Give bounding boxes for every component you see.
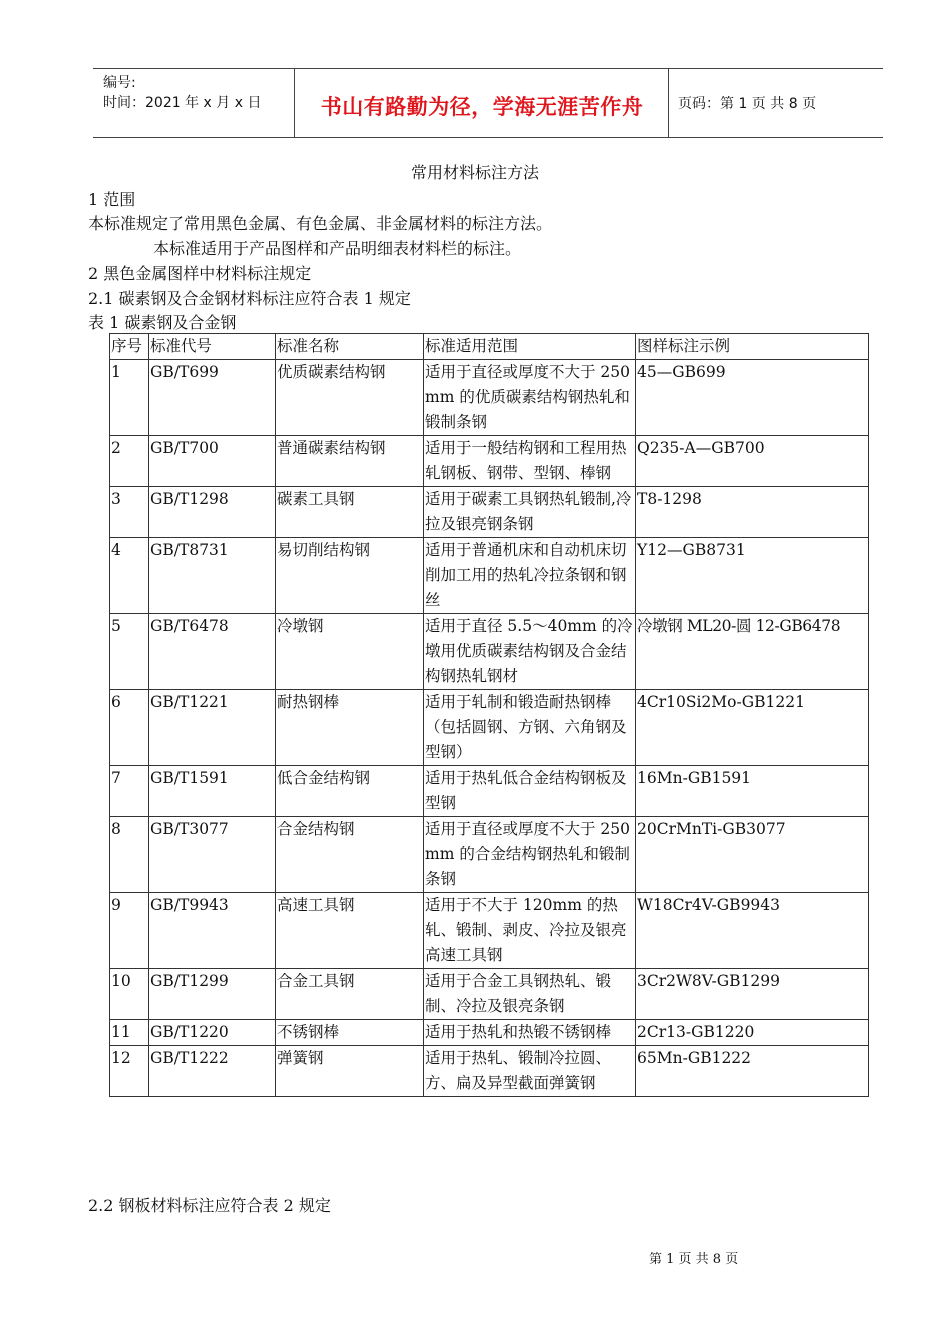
cell-code: GB/T700: [149, 436, 276, 487]
cell-no: 2: [110, 436, 149, 487]
column-header-example: 图样标注示例: [636, 334, 869, 360]
header-motto: 书山有路勤为径，学海无涯苦作舟: [320, 95, 644, 119]
cell-example: 冷墩钢 ML20-圆 12-GB6478: [636, 614, 869, 690]
table-row: [110, 1046, 869, 1097]
cell-example: 4Cr10Si2Mo-GB1221: [636, 690, 869, 766]
cell-scope: 适用于热轧低合金结构钢板及型钢: [424, 766, 636, 817]
table-row: [110, 817, 869, 893]
cell-scope: 适用于直径或厚度不大于 250mm 的优质碳素结构钢热轧和锻制条钢: [424, 360, 636, 436]
table-row: [110, 690, 869, 766]
cell-no: 5: [110, 614, 149, 690]
cell-example: Y12—GB8731: [636, 538, 869, 614]
cell-code: GB/T1299: [149, 969, 276, 1020]
cell-example: 2Cr13-GB1220: [636, 1020, 869, 1046]
section-1-heading: 1 范围: [88, 190, 136, 209]
cell-code: GB/T699: [149, 360, 276, 436]
cell-example: Q235-A—GB700: [636, 436, 869, 487]
cell-name: 低合金结构钢: [276, 766, 424, 817]
cell-code: GB/T1222: [149, 1046, 276, 1097]
cell-example: W18Cr4V-GB9943: [636, 893, 869, 969]
table-row: [110, 436, 869, 487]
cell-no: 11: [110, 1020, 149, 1046]
cell-scope: 适用于热轧和热锻不锈钢棒: [424, 1020, 636, 1046]
document-id-label: 编号:: [103, 75, 136, 91]
cell-no: 7: [110, 766, 149, 817]
cell-code: GB/T1220: [149, 1020, 276, 1046]
document-title: 常用材料标注方法: [410, 163, 539, 182]
cell-name: 易切削结构钢: [276, 538, 424, 614]
cell-scope: 适用于热轧、锻制冷拉圆、方、扁及异型截面弹簧钢: [424, 1046, 636, 1097]
column-header-scope: 标准适用范围: [424, 334, 636, 360]
steel-standards-table: [109, 333, 869, 1097]
cell-scope: 适用于不大于 120mm 的热轧、锻制、剥皮、冷拉及银亮高速工具钢: [424, 893, 636, 969]
cell-example: 20CrMnTi-GB3077: [636, 817, 869, 893]
cell-name: 碳素工具钢: [276, 487, 424, 538]
section-1-paragraph-2: 本标准适用于产品图样和产品明细表材料栏的标注。: [153, 239, 522, 258]
cell-scope: 适用于普通机床和自动机床切削加工用的热轧冷拉条钢和钢丝: [424, 538, 636, 614]
table-row: [110, 360, 869, 436]
section-2-1-heading: 2.1 碳素钢及合金钢材料标注应符合表 1 规定: [88, 289, 411, 308]
table-row: [110, 487, 869, 538]
table-row: [110, 969, 869, 1020]
cell-name: 合金结构钢: [276, 817, 424, 893]
table-row: [110, 893, 869, 969]
header-meta: [103, 73, 261, 113]
cell-code: GB/T8731: [149, 538, 276, 614]
document-header: [93, 68, 883, 138]
cell-code: GB/T3077: [149, 817, 276, 893]
cell-name: 高速工具钢: [276, 893, 424, 969]
section-2-heading: 2 黑色金属图样中材料标注规定: [88, 264, 312, 283]
header-divider-right: [668, 69, 669, 137]
cell-scope: 适用于直径或厚度不大于 250mm 的合金结构钢热轧和锻制条钢: [424, 817, 636, 893]
cell-name: 弹簧钢: [276, 1046, 424, 1097]
cell-code: GB/T9943: [149, 893, 276, 969]
table-1-caption: 表 1 碳素钢及合金钢: [88, 313, 237, 332]
cell-example: 45—GB699: [636, 360, 869, 436]
cell-scope: 适用于合金工具钢热轧、锻制、冷拉及银亮条钢: [424, 969, 636, 1020]
cell-code: GB/T1591: [149, 766, 276, 817]
cell-code: GB/T6478: [149, 614, 276, 690]
cell-no: 9: [110, 893, 149, 969]
table-row: [110, 614, 869, 690]
cell-example: 16Mn-GB1591: [636, 766, 869, 817]
cell-no: 8: [110, 817, 149, 893]
cell-code: GB/T1298: [149, 487, 276, 538]
table-row: [110, 1020, 869, 1046]
cell-no: 6: [110, 690, 149, 766]
cell-name: 普通碳素结构钢: [276, 436, 424, 487]
cell-name: 耐热钢棒: [276, 690, 424, 766]
section-1-paragraph-1: 本标准规定了常用黑色金属、有色金属、非金属材料的标注方法。: [88, 214, 553, 233]
cell-scope: 适用于轧制和锻造耐热钢棒（包括圆钢、方钢、六角钢及型钢）: [424, 690, 636, 766]
cell-scope: 适用于直径 5.5～40mm 的冷墩用优质碳素结构钢及合金结构钢热轧钢材: [424, 614, 636, 690]
column-header-code: 标准代号: [149, 334, 276, 360]
table-row: [110, 766, 869, 817]
cell-scope: 适用于一般结构钢和工程用热轧钢板、钢带、型钢、棒钢: [424, 436, 636, 487]
table-header-row: [110, 334, 869, 360]
footer-page-number: 第 1 页 共 8 页: [649, 1252, 739, 1267]
cell-example: T8-1298: [636, 487, 869, 538]
cell-name: 优质碳素结构钢: [276, 360, 424, 436]
cell-no: 12: [110, 1046, 149, 1097]
cell-example: 3Cr2W8V-GB1299: [636, 969, 869, 1020]
cell-example: 65Mn-GB1222: [636, 1046, 869, 1097]
cell-no: 10: [110, 969, 149, 1020]
cell-code: GB/T1221: [149, 690, 276, 766]
cell-scope: 适用于碳素工具钢热轧锻制,冷拉及银亮钢条钢: [424, 487, 636, 538]
cell-name: 冷墩钢: [276, 614, 424, 690]
cell-no: 4: [110, 538, 149, 614]
cell-no: 1: [110, 360, 149, 436]
header-page-info: 页码：第 1 页 共 8 页: [678, 96, 817, 112]
column-header-no: 序号: [110, 334, 149, 360]
cell-name: 合金工具钢: [276, 969, 424, 1020]
cell-name: 不锈钢棒: [276, 1020, 424, 1046]
cell-no: 3: [110, 487, 149, 538]
column-header-name: 标准名称: [276, 334, 424, 360]
document-time: 时间：2021 年 x 月 x 日: [103, 95, 262, 111]
table-row: [110, 538, 869, 614]
section-2-2-heading: 2.2 钢板材料标注应符合表 2 规定: [88, 1196, 331, 1215]
